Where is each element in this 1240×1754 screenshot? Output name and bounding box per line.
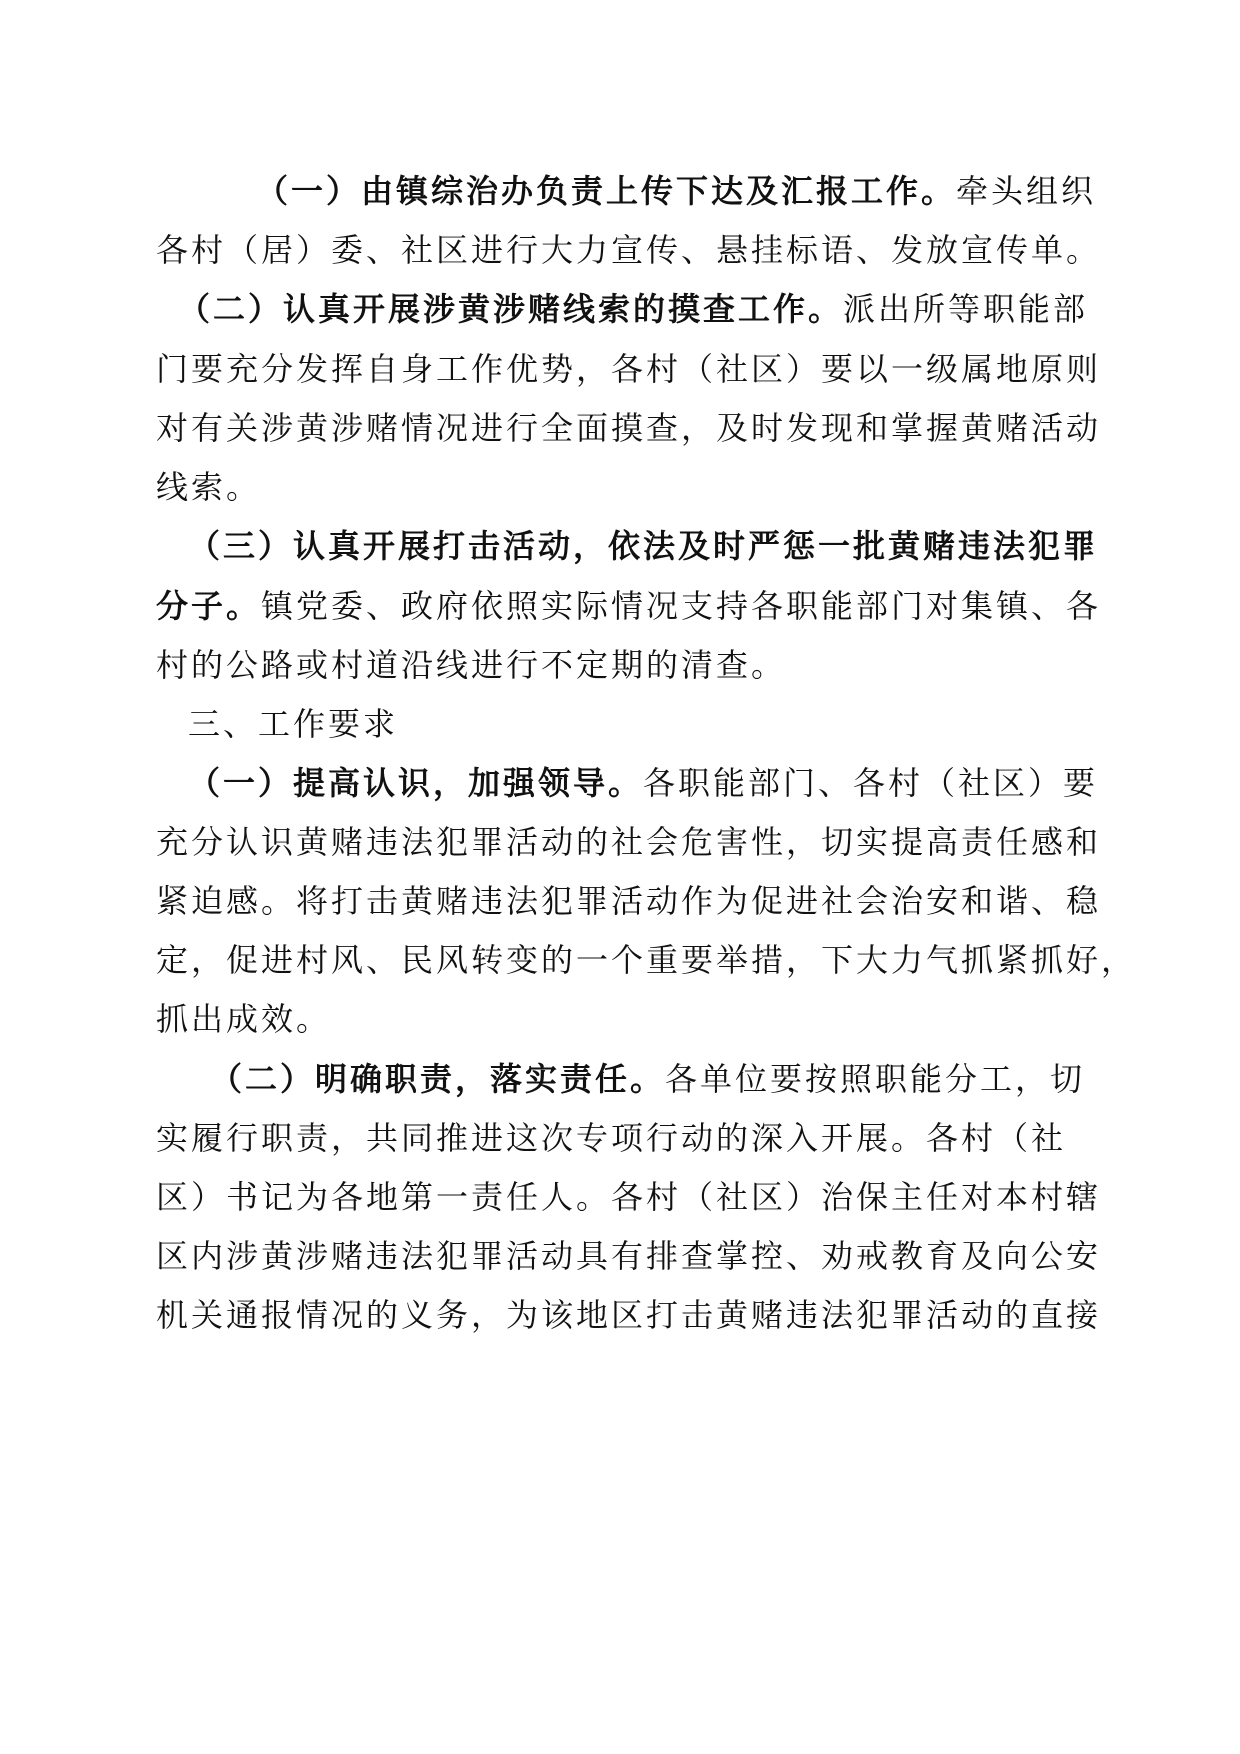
paragraph-4-text: 充分认识黄赌违法犯罪活动的社会危害性，切实提高责任感和 — [156, 823, 1102, 861]
paragraph-3-bold-lead: （三）认真开展打击活动，依法及时严惩一批黄赌违法犯罪 — [188, 527, 1099, 565]
paragraph-1-line-2 — [156, 230, 1102, 270]
paragraph-4-line-1 — [188, 763, 1108, 803]
paragraph-4-line-2 — [156, 822, 1102, 862]
paragraph-1-text: 各村（居）委、社区进行大力宣传、悬挂标语、发放宣传单。 — [156, 231, 1102, 269]
paragraph-4-line-5 — [156, 999, 1076, 1039]
paragraph-2-text: 对有关涉黄涉赌情况进行全面摸查，及时发现和掌握黄赌活动 — [156, 409, 1102, 447]
paragraph-1-line-1 — [256, 171, 1176, 211]
paragraph-3-bold-lead: 分子。 — [156, 587, 262, 625]
paragraph-2-text: 门要充分发挥自身工作优势，各村（社区）要以一级属地原则 — [156, 350, 1102, 388]
paragraph-2-line-4 — [156, 467, 1076, 507]
paragraph-5-text: 区）书记为各地第一责任人。各村（社区）治保主任对本村辖 — [156, 1178, 1102, 1216]
paragraph-5-text: 区内涉黄涉赌违法犯罪活动具有排查掌控、劝戒教育及向公安 — [156, 1237, 1102, 1275]
paragraph-5-line-2 — [156, 1118, 1076, 1158]
section-heading-text: 三、工作要求 — [188, 705, 399, 743]
paragraph-3-line-1 — [188, 526, 1108, 566]
paragraph-4-line-3 — [156, 881, 1102, 921]
paragraph-1-text: 牵头组织 — [956, 172, 1097, 210]
paragraph-3-text: 镇党委、政府依照实际情况支持各职能部门对集镇、各 — [261, 587, 1102, 625]
paragraph-5-line-3 — [156, 1177, 1102, 1217]
paragraph-2-line-1 — [178, 289, 1098, 329]
paragraph-3-line-3 — [156, 645, 1076, 685]
paragraph-1-bold-lead: （一）由镇综治办负责上传下达及汇报工作。 — [256, 172, 957, 210]
paragraph-4-text: 紧迫感。将打击黄赌违法犯罪活动作为促进社会治安和谐、稳 — [156, 882, 1102, 920]
paragraph-4-bold-lead: （一）提高认识，加强领导。 — [188, 764, 644, 802]
paragraph-2-line-2 — [156, 349, 1102, 389]
paragraph-5-text: 各单位要按照职能分工，切 — [665, 1060, 1086, 1098]
paragraph-4-text: 各职能部门、各村（社区）要 — [643, 764, 1099, 802]
paragraph-5-line-1 — [210, 1059, 1130, 1099]
paragraph-3-text: 村的公路或村道沿线进行不定期的清查。 — [156, 646, 787, 684]
paragraph-5-line-5 — [156, 1295, 1102, 1335]
paragraph-5-text: 实履行职责，共同推进这次专项行动的深入开展。各村（社 — [156, 1119, 1067, 1157]
section-heading — [188, 704, 1108, 744]
paragraph-4-text: 定，促进村风、民风转变的一个重要举措，下大力气抓紧抓好， — [156, 941, 1137, 979]
paragraph-5-text: 机关通报情况的义务，为该地区打击黄赌违法犯罪活动的直接 — [156, 1296, 1102, 1334]
paragraph-4-line-4 — [156, 940, 1137, 980]
paragraph-2-text: 线索。 — [156, 468, 262, 506]
paragraph-5-bold-lead: （二）明确职责，落实责任。 — [210, 1060, 666, 1098]
paragraph-3-line-2 — [156, 586, 1102, 626]
paragraph-2-line-3 — [156, 408, 1102, 448]
paragraph-2-text: 派出所等职能部 — [843, 290, 1089, 328]
paragraph-5-line-4 — [156, 1236, 1102, 1276]
paragraph-4-text: 抓出成效。 — [156, 1000, 332, 1038]
paragraph-2-bold-lead: （二）认真开展涉黄涉赌线索的摸查工作。 — [178, 290, 844, 328]
